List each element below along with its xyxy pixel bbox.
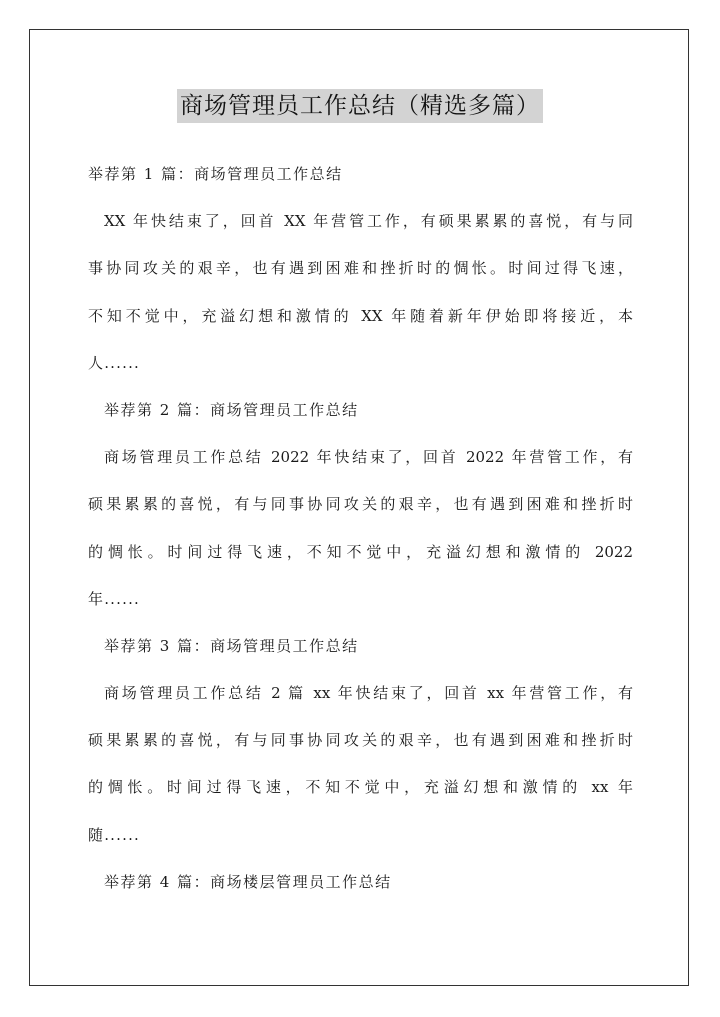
section-2-line-4: 年...... xyxy=(88,589,141,608)
section-2-line-3: 的惆怅。时间过得飞速，不知不觉中，充溢幻想和激情的 2022 xyxy=(88,542,633,561)
section-1-line-4: 人...... xyxy=(88,353,141,372)
document-body xyxy=(88,151,633,906)
title-container xyxy=(0,89,720,123)
section-3-line-2: 硕果累累的喜悦，有与同事协同攻关的艰辛，也有遇到困难和挫折时 xyxy=(88,731,633,750)
document-title: 商场管理员工作总结（精选多篇） xyxy=(177,89,543,123)
section-3-line-1: 商场管理员工作总结 2 篇 xx 年快结束了，回首 xx 年营管工作，有 xyxy=(104,684,633,703)
section-3-line-3: 的惆怅。时间过得飞速，不知不觉中，充溢幻想和激情的 xx 年 xyxy=(88,778,633,797)
section-3-heading: 举荐第 3 篇：商场管理员工作总结 xyxy=(104,636,359,655)
section-4-heading: 举荐第 4 篇：商场楼层管理员工作总结 xyxy=(104,872,392,891)
section-2-heading: 举荐第 2 篇：商场管理员工作总结 xyxy=(104,400,359,419)
section-1-line-1: XX 年快结束了，回首 XX 年营管工作，有硕果累累的喜悦，有与同 xyxy=(104,212,633,231)
section-1-line-2: 事协同攻关的艰辛，也有遇到困难和挫折时的惆怅。时间过得飞速， xyxy=(88,259,633,278)
section-3-line-4: 随...... xyxy=(88,825,141,844)
section-2-line-1: 商场管理员工作总结 2022 年快结束了，回首 2022 年营管工作，有 xyxy=(104,448,633,467)
section-1-line-3: 不知不觉中，充溢幻想和激情的 XX 年随着新年伊始即将接近，本 xyxy=(88,306,633,325)
section-2-line-2: 硕果累累的喜悦，有与同事协同攻关的艰辛，也有遇到困难和挫折时 xyxy=(88,495,633,514)
section-1-heading: 举荐第 1 篇：商场管理员工作总结 xyxy=(88,165,343,183)
